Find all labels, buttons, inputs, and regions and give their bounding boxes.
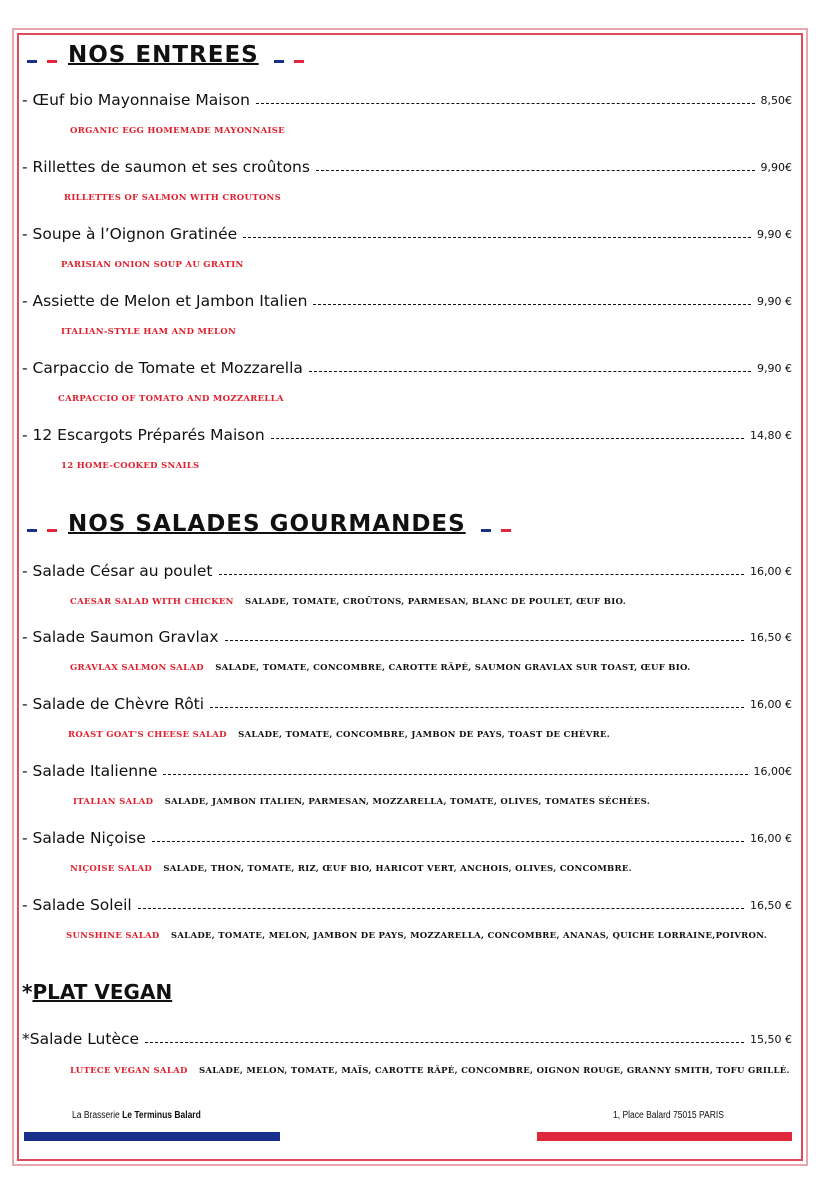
dish-english-name: NIÇOISE SALAD bbox=[70, 864, 153, 874]
red-dash bbox=[501, 529, 511, 532]
dish-description bbox=[70, 1066, 790, 1076]
menu-item bbox=[22, 826, 792, 850]
dish-price: 16,00 € bbox=[750, 697, 792, 711]
red-bar bbox=[537, 1132, 792, 1141]
dish-name: - 12 Escargots Préparés Maison bbox=[22, 426, 265, 444]
footer-brasserie bbox=[72, 1110, 201, 1121]
dish-english-name: ITALIAN SALAD bbox=[73, 797, 154, 807]
entrees-title: NOS ENTREES bbox=[68, 42, 259, 68]
dish-price: 16,50 € bbox=[750, 898, 792, 912]
dish-english-name: 12 HOME-COOKED SNAILS bbox=[61, 461, 200, 471]
dotted-leader bbox=[309, 371, 751, 372]
dish-price: 9,90 € bbox=[757, 227, 792, 241]
menu-item bbox=[22, 289, 792, 313]
dotted-leader bbox=[145, 1042, 744, 1043]
footer-address: 1, Place Balard 75015 PARIS bbox=[613, 1110, 724, 1121]
footer-restaurant-name: Le Terminus Balard bbox=[122, 1110, 201, 1121]
vegan-title: PLAT VEGAN bbox=[32, 980, 173, 1004]
dish-description bbox=[68, 730, 610, 740]
red-dash bbox=[294, 60, 304, 63]
dish-name: - Salade de Chèvre Rôti bbox=[22, 695, 205, 713]
dish-name: - Salade Saumon Gravlax bbox=[22, 628, 219, 646]
dish-description bbox=[70, 663, 691, 673]
dish-price: 9,90 € bbox=[757, 294, 792, 308]
dotted-leader bbox=[210, 707, 744, 708]
dotted-leader bbox=[163, 774, 747, 775]
menu-item bbox=[22, 155, 792, 179]
dish-name: - Soupe à l’Oignon Gratinée bbox=[22, 225, 238, 243]
dish-description bbox=[61, 260, 252, 270]
dish-name: - Assiette de Melon et Jambon Italien bbox=[22, 292, 308, 310]
red-dash bbox=[47, 529, 57, 532]
dish-description bbox=[73, 797, 650, 807]
dish-price: 8,50€ bbox=[760, 93, 792, 107]
dish-price: 9,90 € bbox=[757, 361, 792, 375]
salades-title: NOS SALADES GOURMANDES bbox=[68, 511, 466, 537]
dish-english-name: CAESAR SALAD WITH CHICKEN bbox=[70, 597, 234, 607]
dish-ingredients: SALADE, JAMBON ITALIEN, PARMESAN, MOZZARELLA, TOMATE, OLIVES, TOMATES SÉCHÉES. bbox=[164, 797, 651, 807]
dish-ingredients: SALADE, TOMATE, CROÛTONS, PARMESAN, BLANC DE POULET, ŒUF BIO. bbox=[245, 597, 626, 607]
dish-name: *Salade Lutèce bbox=[22, 1030, 140, 1048]
dish-name: - Salade Soleil bbox=[22, 896, 132, 914]
menu-item bbox=[22, 88, 792, 112]
red-dash bbox=[47, 60, 57, 63]
dish-description bbox=[58, 394, 292, 404]
dish-name: - Salade César au poulet bbox=[22, 562, 213, 580]
vegan-heading bbox=[22, 980, 172, 1004]
menu-item bbox=[22, 222, 792, 246]
dish-english-name: SUNSHINE SALAD bbox=[66, 931, 160, 941]
dish-price: 9,90€ bbox=[760, 160, 792, 174]
blue-dash bbox=[274, 60, 284, 63]
menu-item bbox=[22, 692, 792, 716]
dish-english-name: RILLETTES OF SALMON WITH CROUTONS bbox=[64, 193, 282, 203]
dish-name: - Carpaccio de Tomate et Mozzarella bbox=[22, 359, 303, 377]
menu-item bbox=[22, 759, 792, 783]
dish-price: 16,50 € bbox=[750, 630, 792, 644]
blue-dash bbox=[27, 60, 37, 63]
dish-description bbox=[70, 126, 293, 136]
dish-name: - Rillettes de saumon et ses croûtons bbox=[22, 158, 310, 176]
dotted-leader bbox=[219, 574, 744, 575]
dotted-leader bbox=[316, 170, 755, 171]
menu-item bbox=[22, 423, 792, 447]
dish-english-name: ORGANIC EGG HOMEMADE MAYONNAISE bbox=[70, 126, 285, 136]
dish-price: 16,00 € bbox=[750, 564, 792, 578]
dish-english-name: GRAVLAX SALMON SALAD bbox=[70, 663, 204, 673]
dish-name: - Salade Italienne bbox=[22, 762, 158, 780]
dish-ingredients: SALADE, TOMATE, MELON, JAMBON DE PAYS, MOZZARELLA, CONCOMBRE, ANANAS, QUICHE LORRAINE,POIVRON. bbox=[170, 931, 767, 941]
entrees-heading bbox=[22, 38, 309, 72]
dish-description bbox=[70, 597, 626, 607]
footer-prefix: La Brasserie bbox=[72, 1110, 123, 1121]
dish-price: 15,50 € bbox=[750, 1032, 792, 1046]
menu-item bbox=[22, 625, 792, 649]
menu-item bbox=[22, 1027, 792, 1051]
dish-ingredients: SALADE, TOMATE, CONCOMBRE, CAROTTE RÂPÉ, SAUMON GRAVLAX SUR TOAST, ŒUF BIO. bbox=[215, 663, 691, 673]
dish-english-name: CARPACCIO OF TOMATO AND MOZZARELLA bbox=[58, 394, 284, 404]
dish-price: 14,80 € bbox=[750, 428, 792, 442]
dotted-leader bbox=[313, 304, 751, 305]
dish-description bbox=[61, 461, 207, 471]
dish-ingredients: SALADE, MELON, TOMATE, MAÏS, CAROTTE RÂPÉ, CONCOMBRE, OIGNON ROUGE, GRANNY SMITH, TOFU GRILLÉ. bbox=[198, 1066, 790, 1076]
dish-english-name: LUTECE VEGAN SALAD bbox=[70, 1066, 188, 1076]
dotted-leader bbox=[225, 640, 745, 641]
blue-bar bbox=[24, 1132, 280, 1141]
dish-description bbox=[66, 931, 767, 941]
blue-dash bbox=[27, 529, 37, 532]
dish-description bbox=[61, 327, 244, 337]
dish-name: - Salade Niçoise bbox=[22, 829, 146, 847]
vegan-star: * bbox=[22, 980, 33, 1004]
menu-item bbox=[22, 356, 792, 380]
dish-english-name: PARISIAN ONION SOUP AU GRATIN bbox=[61, 260, 244, 270]
dish-description bbox=[64, 193, 289, 203]
dotted-leader bbox=[243, 237, 751, 238]
dish-ingredients: SALADE, TOMATE, CONCOMBRE, JAMBON DE PAYS, TOAST DE CHÈVRE. bbox=[238, 730, 611, 740]
menu-item bbox=[22, 893, 792, 917]
dish-price: 16,00€ bbox=[753, 764, 792, 778]
dotted-leader bbox=[152, 841, 744, 842]
dotted-leader bbox=[271, 438, 744, 439]
dotted-leader bbox=[138, 908, 744, 909]
salades-heading bbox=[22, 507, 516, 541]
dotted-leader bbox=[256, 103, 755, 104]
dish-ingredients: SALADE, THON, TOMATE, RIZ, ŒUF BIO, HARICOT VERT, ANCHOIS, OLIVES, CONCOMBRE. bbox=[163, 864, 632, 874]
dish-english-name: ITALIAN-STYLE HAM AND MELON bbox=[61, 327, 237, 337]
blue-dash bbox=[481, 529, 491, 532]
dish-price: 16,00 € bbox=[750, 831, 792, 845]
dish-description bbox=[70, 864, 632, 874]
menu-item bbox=[22, 559, 792, 583]
dish-english-name: ROAST GOAT'S CHEESE SALAD bbox=[68, 730, 227, 740]
dish-name: - Œuf bio Mayonnaise Maison bbox=[22, 91, 250, 109]
